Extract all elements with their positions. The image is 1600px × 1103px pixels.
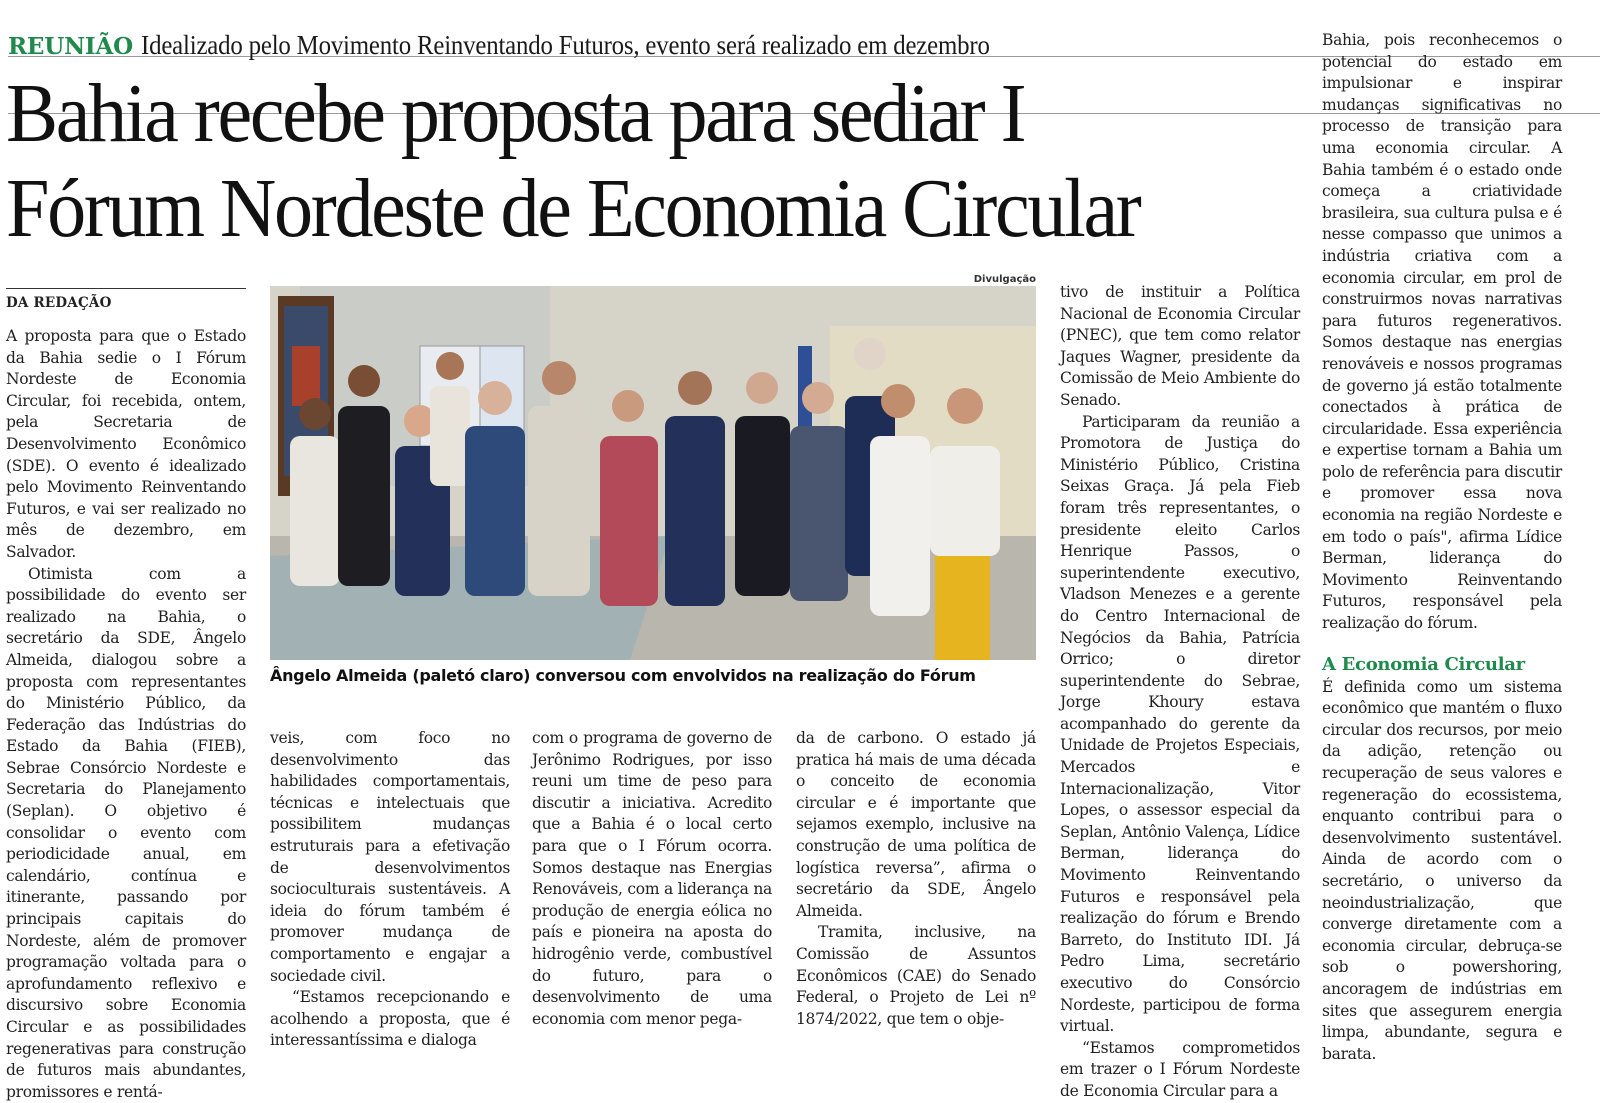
headline-line-2: Fórum Nordeste de Economia Circular bbox=[6, 162, 1140, 255]
headline-line-1: Bahia recebe proposta para sediar I bbox=[6, 67, 1025, 160]
photo-caption: Ângelo Almeida (paletó claro) conversou com envolvidos na realização do Fórum bbox=[270, 666, 976, 685]
news-photo bbox=[270, 286, 1036, 660]
paragraph: “Estamos comprometidos em trazer o I Fórum Nordeste de Economia Circular para a bbox=[1060, 1038, 1300, 1100]
kicker-deck: Idealizado pelo Movimento Reinventando Futuros, evento será realizado em dezembro bbox=[140, 30, 990, 60]
sidebar-heading: A Economia Circular bbox=[1322, 653, 1525, 675]
paragraph: Participaram da reunião a Promotora de Justiça do Ministério Público, Cristina Seixas Graça. Já pela Fieb foram três representantes, o presidente eleito Carlos Henrique Passos, o superintendente executivo, Vladson Menezes e a gerente do Centro Internacional de Negócios da Bahia, Patrícia Orrico; o diretor superintendente do Sebrae, Jorge Khoury estava acompanhado do gerente da Unidade de Projetos Especiais, Mercados e Internacionalização, Vitor Lopes, o assessor especial da Seplan, Antônio Valença, Lídice Berman, liderança do Movimento Reinventando Futuros e responsável pela realização do fórum e Brendo Barreto, do Instituto IDI. Já Pedro Lima, secretário executivo do Consórcio Nordeste, participou de forma virtual. bbox=[1060, 412, 1300, 1036]
group-photo-illustration bbox=[270, 286, 1036, 660]
article-column-3 bbox=[532, 728, 772, 1030]
paragraph: da de carbono. O estado já pratica há mais de uma década o conceito de economia circular e é importante que sejamos exemplo, inclusive na construção de uma política de logística reversa”, afirma o secretário da SDE, Ângelo Almeida. bbox=[796, 729, 1036, 920]
article-column-4 bbox=[796, 728, 1036, 1030]
article-column-2 bbox=[270, 728, 510, 1052]
paragraph: “Estamos recepcionando e acolhendo a proposta, que é interessantíssima e dialoga bbox=[270, 988, 510, 1050]
paragraph: Otimista com a possibilidade do evento ser realizado na Bahia, o secretário da SDE, Ângelo Almeida, dialogou sobre a proposta com representantes do Ministério Público, da Federação das Indústrias do Estado da Bahia (FIEB), Sebrae Consórcio Nordeste e Secretaria do Planejamento (Seplan). O objetivo é consolidar o evento com periodicidade anual, em calendário, contínua e itinerante, passando por principais capitais do Nordeste, além de promover programação voltada para o aprofundamento reflexivo e discursivo sobre Economia Circular e as possibilidades regenerativas para construção de futuros mais abundantes, promissores e rentá- bbox=[6, 564, 246, 1101]
paragraph: Bahia, pois reconhecemos o potencial do estado em impulsionar e inspirar mudanças significativas no processo de transição para uma economia circular. A Bahia também é o estado onde começa a criatividade brasileira, sua cultura pulsa e é nesse compasso que unimos a indústria criativa com a economia circular, em prol de construirmos novas narrativas para futuros regenerativos. Somos destaque nas energias renováveis e nossos programas de governo já estão totalmente conectados à prática de circularidade. Essa experiência e expertise tornam a Bahia um polo de referência para discutir e promover essa nova economia na região Nordeste e em todo o país", afirma Lídice Berman, liderança do Movimento Reinventando Futuros, responsável pela realização do fórum. bbox=[1322, 31, 1562, 633]
paragraph: com o programa de governo de Jerônimo Rodrigues, por isso reuni um time de peso para discutir a iniciativa. Acredito que a Bahia é o local certo para que o I Fórum ocorra. Somos destaque nas Energias Renováveis, com a liderança na produção de energia eólica no país e pioneira na aposta do hidrogênio verde, combustível do futuro, para o desenvolvimento de uma economia com menor pega- bbox=[532, 729, 772, 1028]
paragraph: veis, com foco no desenvolvimento das habilidades comportamentais, técnicas e intelectuais que possibilitem mudanças estruturais para a efetivação de desenvolvimentos socioculturais sustentáveis. A ideia do fórum também é promover mudança de comportamento e engajar a sociedade civil. bbox=[270, 729, 510, 985]
headline bbox=[6, 66, 1139, 256]
kicker-tag: REUNIÃO bbox=[8, 33, 133, 60]
article-column-1 bbox=[6, 326, 246, 1103]
sidebar-body: É definida como um sistema econômico que mantém o fluxo circular dos recursos, por meio da adição, retenção ou recuperação de seus valores e regeneração do ecossistema, enquanto contribui para o desenvolvimento sustentável. Ainda de acordo com o secretário, o universo da neoindustrialização, que converge diretamente com a economia circular, debruça-se sob o powershoring, ancoragem de indústrias em sites que assegurem energia limpa, abundante, segura e barata. bbox=[1322, 677, 1562, 1063]
paragraph: Tramita, inclusive, na Comissão de Assuntos Econômicos (CAE) do Senado Federal, o Projeto de Lei nº 1874/2022, que tem o obje- bbox=[796, 923, 1036, 1028]
paragraph: A proposta para que o Estado da Bahia sedie o I Fórum Nordeste de Economia Circular, foi recebida, ontem, pela Secretaria de Desenvolvimento Econômico (SDE). O evento é idealizado pelo Movimento Reinventando Futuros, e vai ser realizado no mês de dezembro, em Salvador. bbox=[6, 327, 246, 561]
kicker bbox=[8, 28, 1063, 64]
byline: DA REDAÇÃO bbox=[6, 288, 246, 311]
article-column-6 bbox=[1322, 30, 1562, 1065]
article-column-5 bbox=[1060, 282, 1300, 1103]
photo-credit: Divulgação bbox=[973, 274, 1036, 285]
paragraph: tivo de instituir a Política Nacional de Economia Circular (PNEC), que tem como relator Jaques Wagner, presidente da Comissão de Meio Ambiente do Senado. bbox=[1060, 283, 1300, 409]
